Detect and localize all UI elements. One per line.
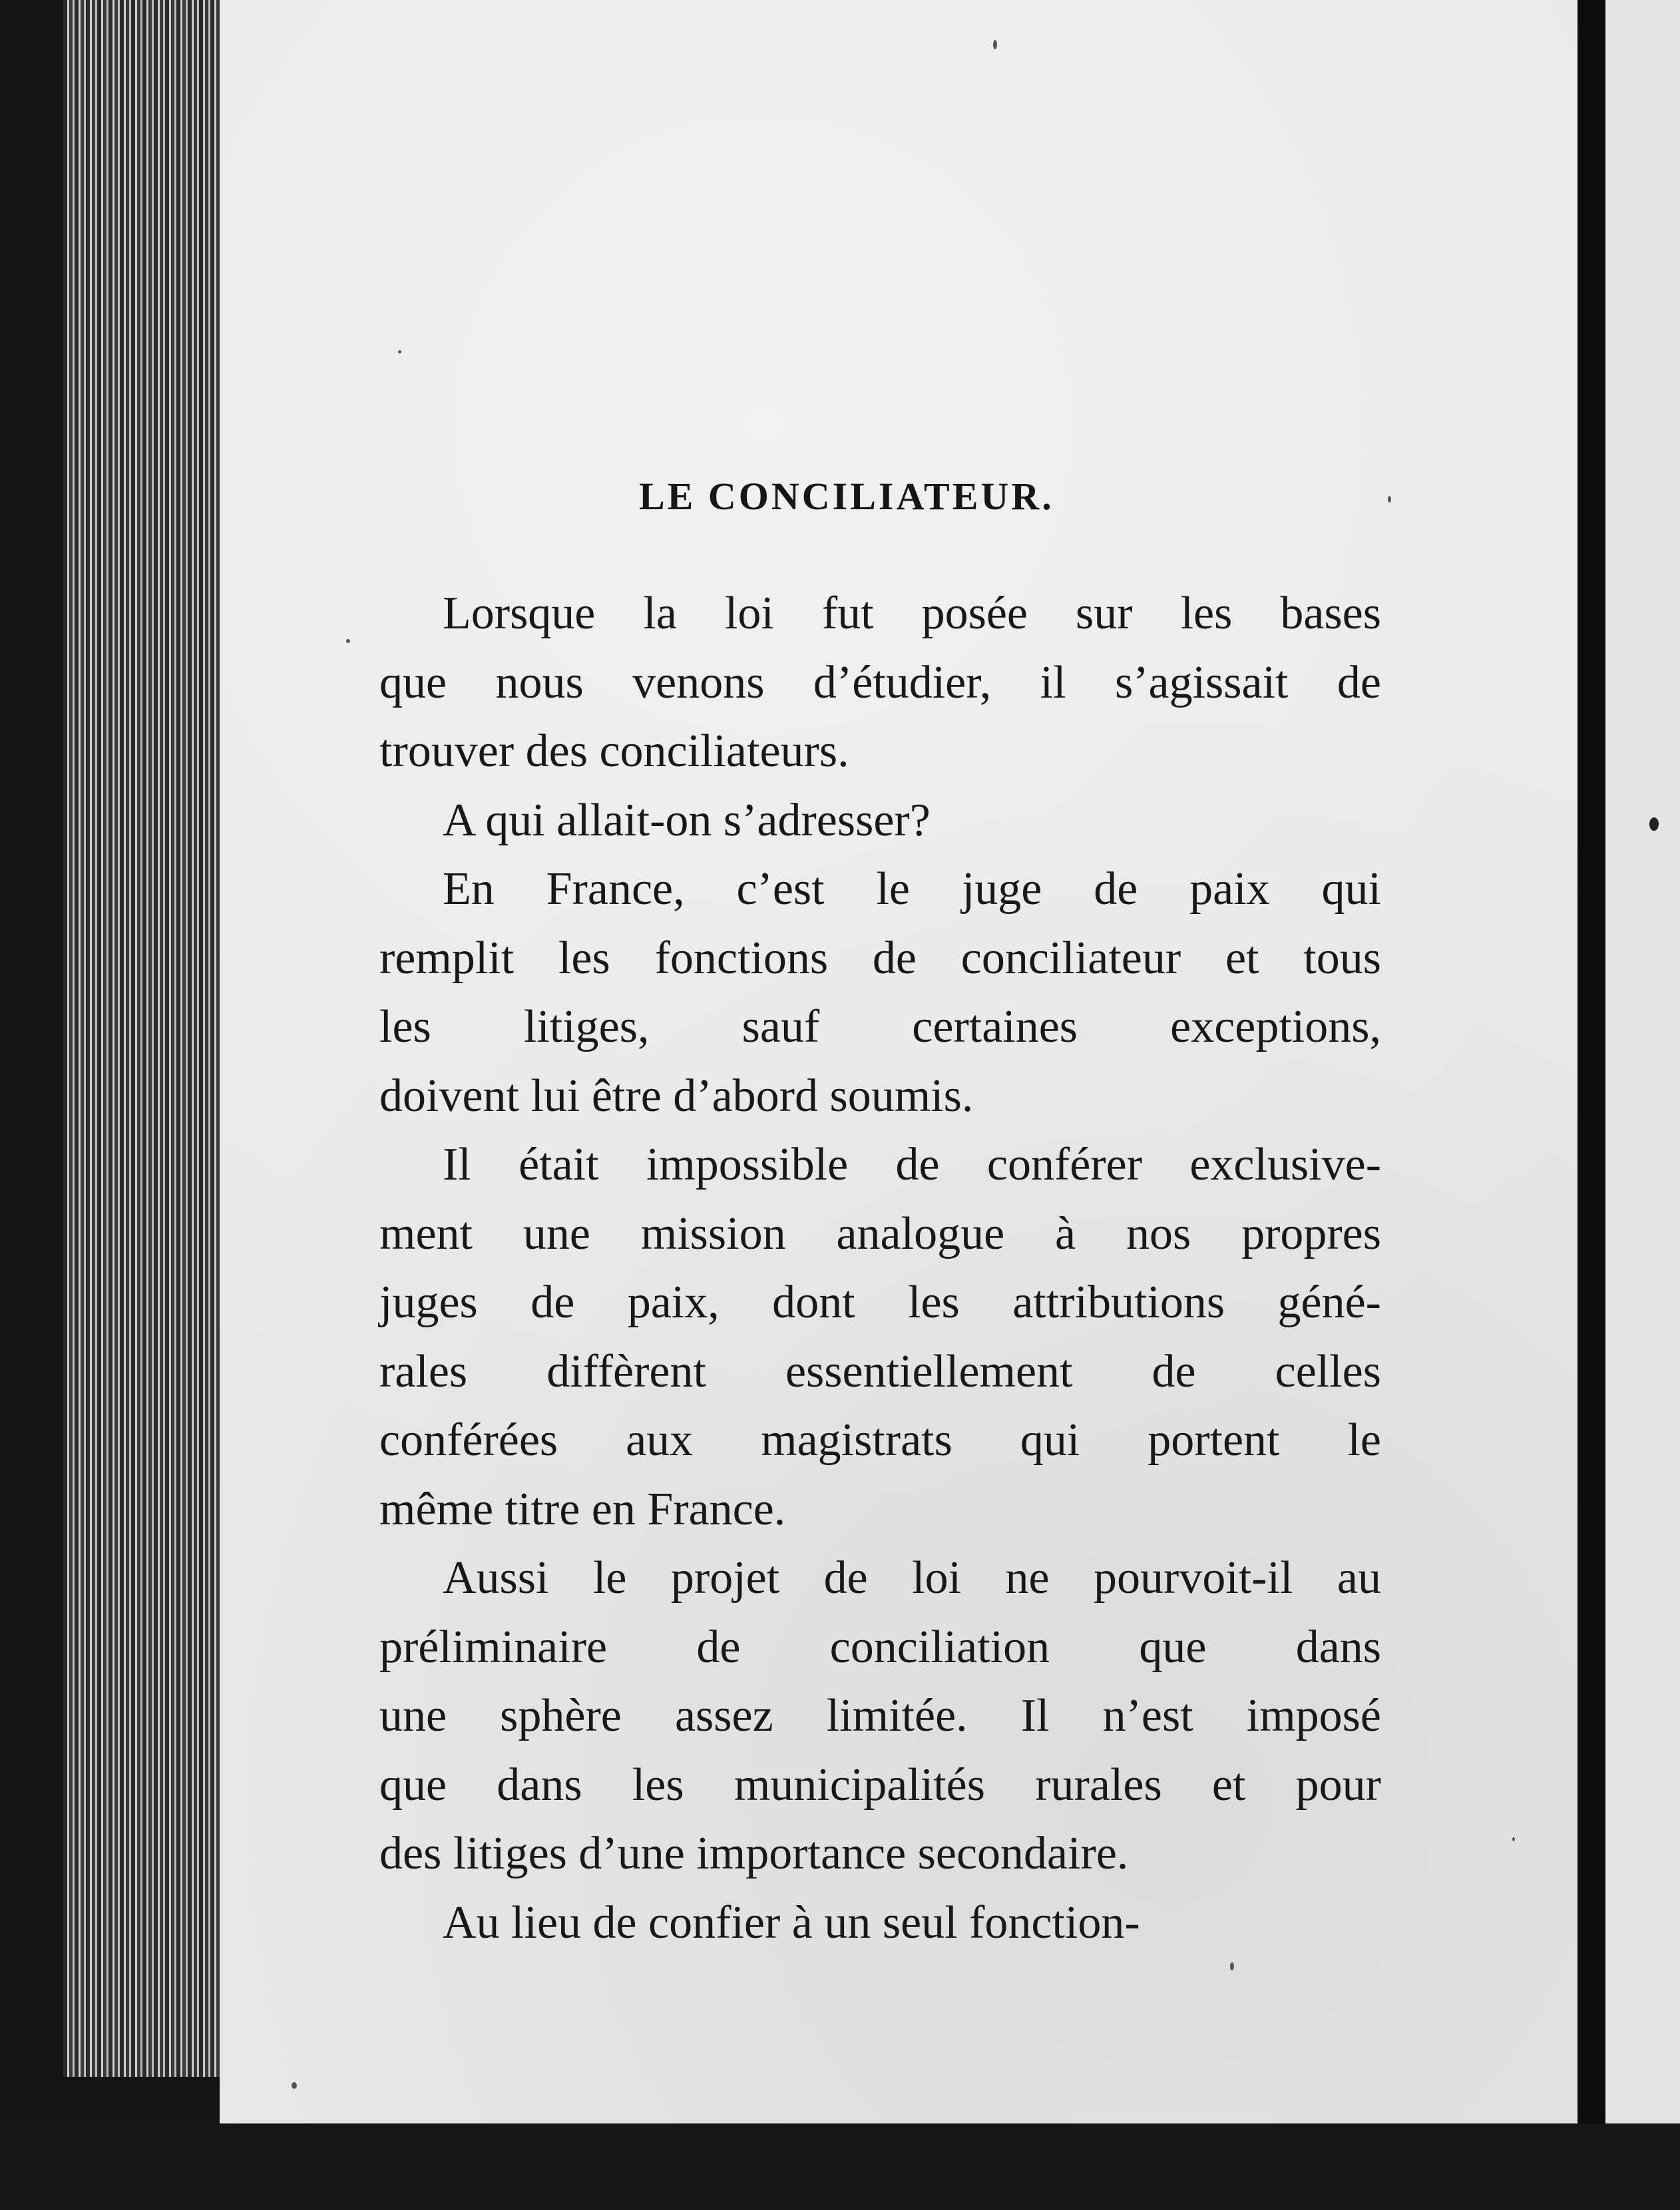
- next-page-edge: [1605, 0, 1680, 2123]
- text-line: Au lieu de confier à un seul fonction-: [443, 1896, 1140, 1948]
- book-gutter: [1577, 0, 1605, 2123]
- text-line: rales diffèrent essentiellement de celles: [379, 1345, 1381, 1397]
- paragraph: [379, 786, 1381, 855]
- ink-mark: [1649, 817, 1659, 831]
- text-line: préliminaire de conciliation que dans: [379, 1621, 1381, 1673]
- text-line: Lorsque la loi fut posée sur les bases: [443, 588, 1381, 639]
- text-line: que dans les municipalités rurales et pour: [379, 1759, 1381, 1811]
- text-line: juges de paix, dont les attributions géné-: [379, 1277, 1381, 1328]
- scan-bottom-shadow: [0, 2123, 1680, 2210]
- text-line: les litiges, sauf certaines exceptions,: [379, 1001, 1381, 1052]
- chapter-title: LE CONCILIATEUR.: [639, 475, 1054, 518]
- text-line: A qui allait-on s’adresser?: [443, 794, 931, 846]
- text-line: même titre en France.: [379, 1483, 786, 1535]
- paragraph: [379, 855, 1381, 1130]
- text-line: remplit les fonctions de conciliateur et tous: [379, 932, 1381, 984]
- body-text: [379, 579, 1381, 1957]
- paragraph: [379, 1544, 1381, 1888]
- paragraph: [379, 579, 1381, 786]
- text-line: que nous venons d’étudier, il s’agissait de: [379, 656, 1381, 708]
- text-line: En France, c’est le juge de paix qui: [443, 863, 1381, 915]
- book-page-edges: [63, 0, 230, 2077]
- text-line: Aussi le projet de loi ne pourvoit-il au: [443, 1552, 1381, 1604]
- text-line: trouver des conciliateurs.: [379, 726, 849, 777]
- text-line: des litiges d’une importance secondaire.: [379, 1828, 1129, 1879]
- text-line: une sphère assez limitée. Il n’est imposé: [379, 1690, 1381, 1741]
- text-line: conférées aux magistrats qui portent le: [379, 1415, 1381, 1466]
- text-line: Il était impossible de conférer exclusive-: [443, 1139, 1381, 1190]
- text-line: doivent lui être d’abord soumis.: [379, 1070, 974, 1122]
- paragraph: [379, 1130, 1381, 1544]
- text-line: ment une mission analogue à nos propres: [379, 1208, 1381, 1259]
- paragraph: [379, 1888, 1381, 1958]
